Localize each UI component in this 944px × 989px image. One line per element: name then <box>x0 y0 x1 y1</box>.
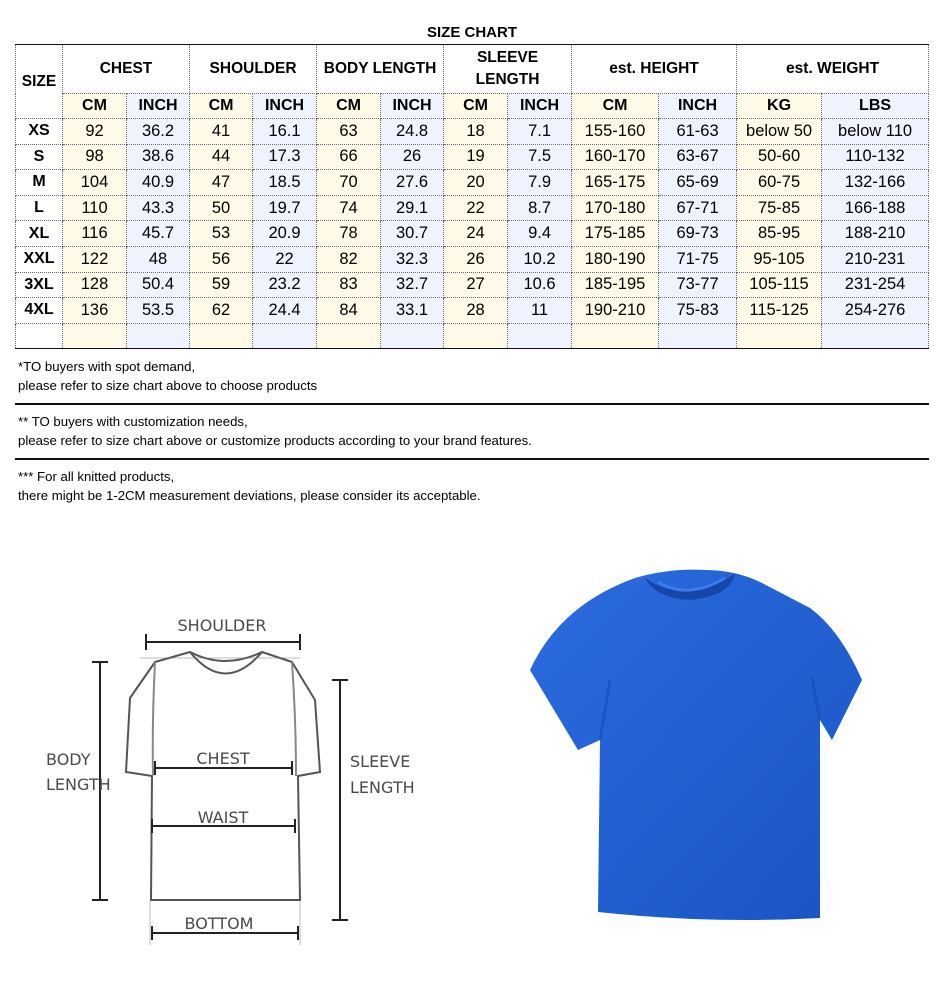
size-value-cell: 41 <box>190 119 253 145</box>
size-label: M <box>16 170 63 196</box>
size-value-cell: 27.6 <box>381 170 444 196</box>
size-value-cell: below 50 <box>737 119 822 145</box>
unit-cell: INCH <box>508 94 572 119</box>
size-value-cell: 110 <box>63 195 127 221</box>
size-value-cell: 110-132 <box>822 144 929 170</box>
size-value-cell: 84 <box>317 298 381 324</box>
size-value-cell: 10.2 <box>508 246 572 272</box>
size-value-cell: 8.7 <box>508 195 572 221</box>
size-row <box>16 246 929 272</box>
unit-row <box>16 94 929 119</box>
shoulder-header: SHOULDER <box>190 45 317 94</box>
unit-cell: CM <box>572 94 659 119</box>
divider <box>15 403 929 405</box>
size-value-cell: 28 <box>444 298 508 324</box>
size-value-cell: below 110 <box>822 119 929 145</box>
chest-label: CHEST <box>196 749 250 768</box>
neckline <box>190 652 262 674</box>
size-label: XL <box>16 221 63 247</box>
size-value-cell: 11 <box>508 298 572 324</box>
size-value-cell: 155-160 <box>572 119 659 145</box>
size-label: S <box>16 144 63 170</box>
body-length-label: BODY <box>46 750 91 769</box>
size-value-cell: 170-180 <box>572 195 659 221</box>
size-chart-table <box>15 44 929 349</box>
size-value-cell: 122 <box>63 246 127 272</box>
size-label: L <box>16 195 63 221</box>
size-value-cell: 98 <box>63 144 127 170</box>
divider <box>15 458 929 460</box>
sleeve-length-label: SLEEVE <box>350 752 411 771</box>
size-value-cell: 30.7 <box>381 221 444 247</box>
weight-header: est. WEIGHT <box>737 45 929 94</box>
size-value-cell: 83 <box>317 272 381 298</box>
size-value-cell: 166-188 <box>822 195 929 221</box>
size-value-cell: 105-115 <box>737 272 822 298</box>
measurement-diagram <box>30 600 430 960</box>
shirt-body <box>530 570 862 920</box>
size-value-cell: 67-71 <box>659 195 737 221</box>
note-line: *TO buyers with spot demand, <box>18 359 196 374</box>
size-value-cell: 56 <box>190 246 253 272</box>
size-value-cell: 92 <box>63 119 127 145</box>
left-armhole <box>153 662 155 776</box>
size-value-cell: 74 <box>317 195 381 221</box>
size-value-cell: 180-190 <box>572 246 659 272</box>
size-value-cell: 19 <box>444 144 508 170</box>
size-value-cell: 36.2 <box>127 119 190 145</box>
size-value-cell: 60-75 <box>737 170 822 196</box>
size-value-cell: 132-166 <box>822 170 929 196</box>
size-value-cell: 75-85 <box>737 195 822 221</box>
size-value-cell: 165-175 <box>572 170 659 196</box>
size-label: 4XL <box>16 298 63 324</box>
size-row <box>16 144 929 170</box>
size-value-cell: 48 <box>127 246 190 272</box>
size-value-cell: 32.3 <box>381 246 444 272</box>
size-value-cell: 104 <box>63 170 127 196</box>
size-value-cell: 40.9 <box>127 170 190 196</box>
size-value-cell: 85-95 <box>737 221 822 247</box>
bottom-label: BOTTOM <box>184 914 254 933</box>
size-value-cell: 115-125 <box>737 298 822 324</box>
size-value-cell: 26 <box>444 246 508 272</box>
size-value-cell: 190-210 <box>572 298 659 324</box>
body-length-header: BODY LENGTH <box>317 45 444 94</box>
shoulder-label: SHOULDER <box>177 616 267 635</box>
size-value-cell: 210-231 <box>822 246 929 272</box>
size-label: XS <box>16 119 63 145</box>
size-value-cell: 17.3 <box>253 144 317 170</box>
size-value-cell: 70 <box>317 170 381 196</box>
size-value-cell: 7.9 <box>508 170 572 196</box>
blue-tshirt-image <box>520 560 870 930</box>
size-value-cell: 10.6 <box>508 272 572 298</box>
size-value-cell: 254-276 <box>822 298 929 324</box>
size-value-cell: 44 <box>190 144 253 170</box>
size-label: XXL <box>16 246 63 272</box>
size-value-cell: 62 <box>190 298 253 324</box>
size-value-cell: 63-67 <box>659 144 737 170</box>
size-header: SIZE <box>16 45 63 119</box>
empty-row <box>16 323 929 348</box>
note-line: *** For all knitted products, <box>18 469 175 484</box>
size-value-cell: 50-60 <box>737 144 822 170</box>
size-value-cell: 73-77 <box>659 272 737 298</box>
size-value-cell: 24 <box>444 221 508 247</box>
size-value-cell: 116 <box>63 221 127 247</box>
size-value-cell: 24.4 <box>253 298 317 324</box>
size-value-cell: 18.5 <box>253 170 317 196</box>
size-value-cell: 63 <box>317 119 381 145</box>
size-value-cell: 43.3 <box>127 195 190 221</box>
size-value-cell: 175-185 <box>572 221 659 247</box>
size-value-cell: 50.4 <box>127 272 190 298</box>
note-line: please refer to size chart above or customize products according to your brand features. <box>18 433 532 448</box>
size-value-cell: 53 <box>190 221 253 247</box>
sleeve-length-label: LENGTH <box>350 778 415 797</box>
unit-cell: CM <box>63 94 127 119</box>
size-value-cell: 185-195 <box>572 272 659 298</box>
size-value-cell: 20.9 <box>253 221 317 247</box>
note-line: please refer to size chart above to choose products <box>18 378 318 393</box>
size-value-cell: 7.5 <box>508 144 572 170</box>
size-value-cell: 95-105 <box>737 246 822 272</box>
size-value-cell: 53.5 <box>127 298 190 324</box>
size-value-cell: 59 <box>190 272 253 298</box>
header-row <box>16 45 929 94</box>
note-customization <box>18 412 918 450</box>
size-value-cell: 20 <box>444 170 508 196</box>
unit-cell: CM <box>190 94 253 119</box>
sleeve-length-header: SLEEVE LENGTH <box>444 45 572 94</box>
size-value-cell: 160-170 <box>572 144 659 170</box>
size-value-cell: 24.8 <box>381 119 444 145</box>
size-value-cell: 66 <box>317 144 381 170</box>
size-value-cell: 27 <box>444 272 508 298</box>
size-value-cell: 9.4 <box>508 221 572 247</box>
size-value-cell: 22 <box>253 246 317 272</box>
size-row <box>16 119 929 145</box>
size-value-cell: 71-75 <box>659 246 737 272</box>
size-value-cell: 47 <box>190 170 253 196</box>
size-value-cell: 78 <box>317 221 381 247</box>
unit-cell: CM <box>317 94 381 119</box>
size-label: 3XL <box>16 272 63 298</box>
note-line: there might be 1-2CM measurement deviations, please consider its acceptable. <box>18 488 481 503</box>
size-value-cell: 45.7 <box>127 221 190 247</box>
shirt-outline <box>126 652 320 900</box>
unit-cell: INCH <box>127 94 190 119</box>
size-value-cell: 16.1 <box>253 119 317 145</box>
size-value-cell: 188-210 <box>822 221 929 247</box>
note-spot-demand <box>18 357 918 395</box>
size-value-cell: 75-83 <box>659 298 737 324</box>
note-line: ** TO buyers with customization needs, <box>18 414 248 429</box>
size-value-cell: 136 <box>63 298 127 324</box>
size-value-cell: 23.2 <box>253 272 317 298</box>
size-row <box>16 221 929 247</box>
size-value-cell: 7.1 <box>508 119 572 145</box>
size-value-cell: 29.1 <box>381 195 444 221</box>
size-row <box>16 170 929 196</box>
unit-cell: INCH <box>253 94 317 119</box>
size-value-cell: 33.1 <box>381 298 444 324</box>
size-value-cell: 18 <box>444 119 508 145</box>
chest-header: CHEST <box>63 45 190 94</box>
size-value-cell: 82 <box>317 246 381 272</box>
body-length-label: LENGTH <box>46 775 111 794</box>
size-row <box>16 272 929 298</box>
size-value-cell: 65-69 <box>659 170 737 196</box>
size-value-cell: 69-73 <box>659 221 737 247</box>
height-header: est. HEIGHT <box>572 45 737 94</box>
unit-cell: LBS <box>822 94 929 119</box>
chart-title: SIZE CHART <box>427 24 517 41</box>
unit-cell: INCH <box>659 94 737 119</box>
size-value-cell: 128 <box>63 272 127 298</box>
size-value-cell: 61-63 <box>659 119 737 145</box>
size-value-cell: 38.6 <box>127 144 190 170</box>
size-row <box>16 195 929 221</box>
size-value-cell: 22 <box>444 195 508 221</box>
unit-cell: KG <box>737 94 822 119</box>
unit-cell: INCH <box>381 94 444 119</box>
size-value-cell: 32.7 <box>381 272 444 298</box>
right-armhole <box>292 662 296 776</box>
size-value-cell: 19.7 <box>253 195 317 221</box>
waist-label: WAIST <box>197 808 249 827</box>
size-value-cell: 231-254 <box>822 272 929 298</box>
size-value-cell: 26 <box>381 144 444 170</box>
note-knitted <box>18 467 918 505</box>
size-value-cell: 50 <box>190 195 253 221</box>
size-row <box>16 298 929 324</box>
unit-cell: CM <box>444 94 508 119</box>
